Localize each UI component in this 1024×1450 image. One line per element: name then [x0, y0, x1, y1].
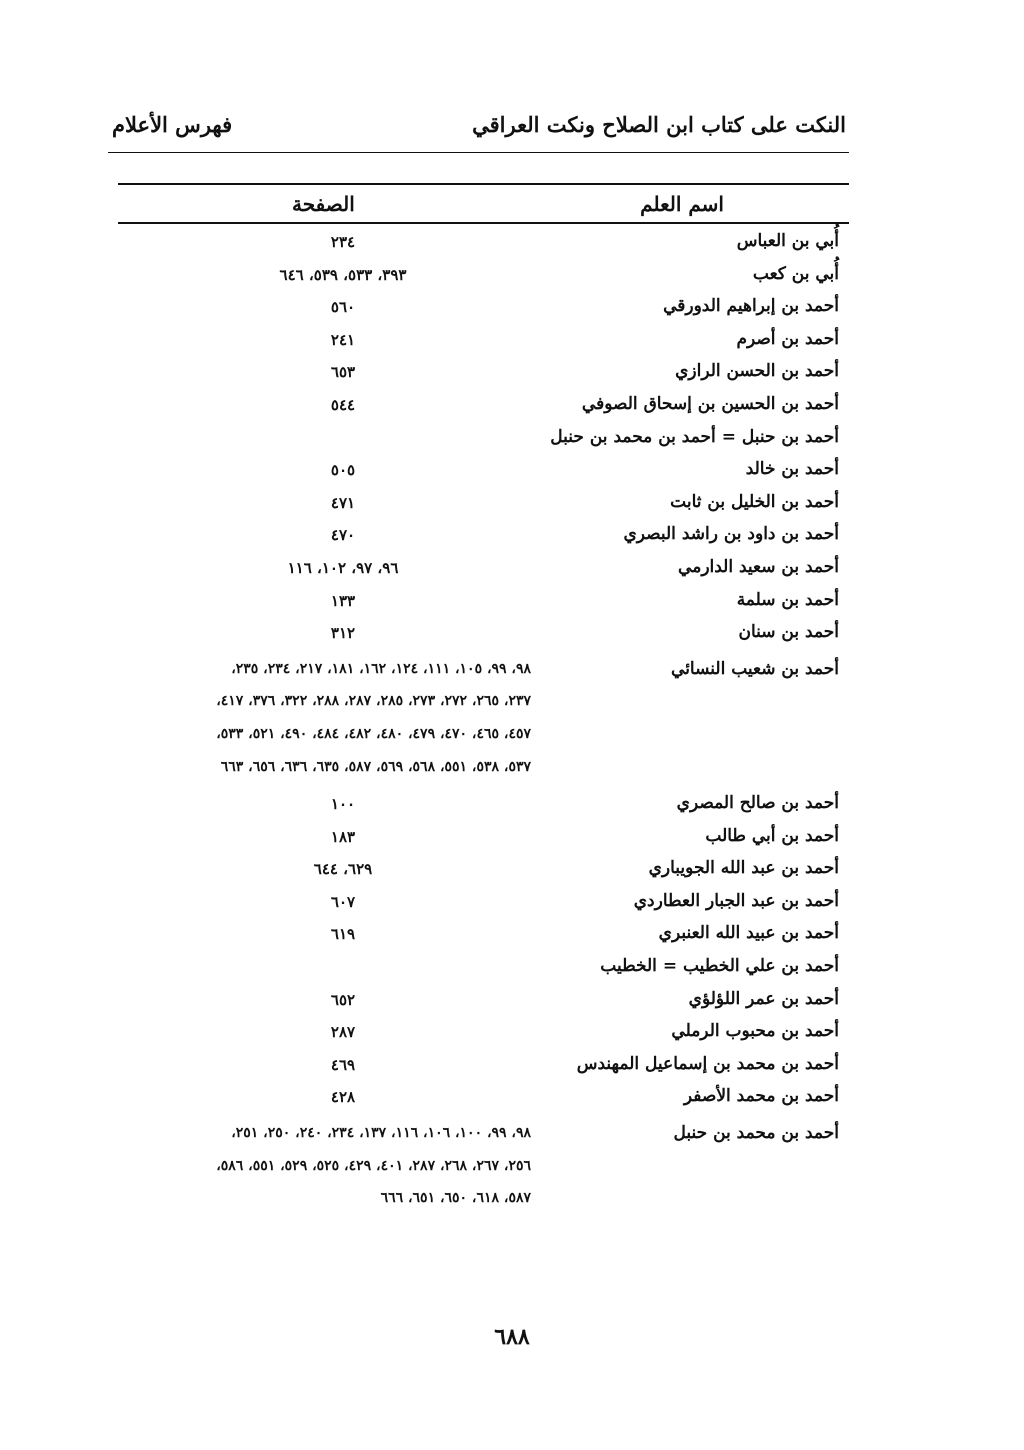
person-name: أحمد بن عبد الله الجويباري	[648, 858, 839, 879]
index-row-continuation	[108, 722, 849, 755]
header-divider	[108, 152, 849, 153]
person-name: أحمد بن عبد الجبار العطاردي	[633, 890, 839, 911]
index-row	[108, 294, 849, 327]
index-row	[108, 657, 849, 690]
person-name: أحمد بن عبيد الله العنبري	[658, 923, 839, 944]
page-refs-line: ٢٥٦، ٢٦٧، ٢٦٨، ٢٨٧، ٤٠١، ٤٢٩، ٥٢٥، ٥٢٩، ٥٥١، ٥٨٦،	[216, 1157, 531, 1174]
person-name: أحمد بن عمر اللؤلؤي	[688, 988, 839, 1009]
person-name: أحمد بن سعيد الدارمي	[678, 556, 839, 577]
index-row	[108, 620, 849, 653]
page-refs: ١٨٣	[330, 827, 356, 846]
page-refs: ٤٦٩	[330, 1055, 356, 1074]
person-name: أُبي بن كعب	[752, 263, 839, 284]
index-row	[108, 457, 849, 490]
running-header-section-title: فهرس الأعلام	[112, 112, 233, 137]
person-name: أحمد بن محمد الأصفر	[683, 1086, 839, 1107]
person-name: أحمد بن الحسن الرازي	[675, 361, 839, 382]
index-row	[108, 359, 849, 392]
page-refs: ٤٢٨	[330, 1088, 356, 1107]
page-refs: ٤٧٠	[330, 526, 356, 545]
index-row	[108, 1084, 849, 1117]
index-row	[108, 791, 849, 824]
person-name: أحمد بن حنبل = أحمد بن محمد بن حنبل	[550, 426, 839, 447]
page-number: ٦٨٨	[494, 1324, 530, 1350]
page-refs: ٣١٢	[330, 624, 356, 643]
index-row	[108, 555, 849, 588]
running-header-book-title: النكت على كتاب ابن الصلاح ونكت العراقي	[472, 112, 846, 137]
index-row	[108, 229, 849, 262]
page-refs: ٦٠٧	[330, 892, 356, 911]
page-refs: ٢٤١	[330, 330, 356, 349]
page-refs: ٢٣٤	[330, 233, 356, 251]
page-refs-line: ٩٨، ٩٩، ١٠٥، ١١١، ١٢٤، ١٦٢، ١٨١، ٢١٧، ٢٣٤، ٢٣٥،	[231, 660, 531, 677]
page-refs: ٦٥٣	[330, 363, 356, 382]
person-name: أحمد بن الحسين بن إسحاق الصوفي	[581, 393, 839, 414]
column-header-name: اسم العلم	[640, 192, 724, 216]
person-name: أحمد بن أصرم	[736, 328, 839, 349]
page-refs-line: ٥٣٧، ٥٣٨، ٥٥١، ٥٦٨، ٥٦٩، ٥٨٧، ٦٣٥، ٦٣٦، ٦٥٦، ٦٦٣	[220, 758, 531, 775]
person-name: أحمد بن خالد	[745, 459, 839, 480]
index-row	[108, 588, 849, 621]
page-refs: ٤٧١	[330, 493, 356, 512]
index-row	[108, 987, 849, 1020]
index-row	[108, 921, 849, 954]
index-row	[108, 392, 849, 425]
person-name: أحمد بن الخليل بن ثابت	[670, 491, 839, 512]
page-refs-line: ٤٥٧، ٤٦٥، ٤٧٠، ٤٧٩، ٤٨٠، ٤٨٢، ٤٨٤، ٤٩٠، ٥٢١، ٥٣٣،	[216, 725, 531, 742]
page-refs: ١٣٣	[330, 591, 356, 610]
index-row	[108, 856, 849, 889]
page-refs: ٦٢٩، ٦٤٤	[313, 860, 373, 879]
index-row	[108, 262, 849, 295]
index-row	[108, 522, 849, 555]
index-row	[108, 1121, 849, 1154]
index-row-continuation	[108, 689, 849, 722]
person-name: أحمد بن سلمة	[736, 589, 839, 610]
page-refs-line: ٩٨، ٩٩، ١٠٠، ١٠٦، ١١٦، ١٣٧، ٢٣٤، ٢٤٠، ٢٥٠، ٢٥١،	[231, 1125, 531, 1142]
index-row	[108, 824, 849, 857]
index-row	[108, 1019, 849, 1052]
page-refs: ٢٨٧	[330, 1023, 356, 1042]
person-name: أحمد بن إبراهيم الدورقي	[663, 296, 839, 317]
index-row-continuation	[108, 1154, 849, 1187]
person-name: أحمد بن محمد بن حنبل	[673, 1123, 839, 1144]
index-row-continuation	[108, 1186, 849, 1219]
index-row	[108, 425, 849, 458]
table-top-rule	[118, 183, 849, 185]
index-row	[108, 954, 849, 987]
person-name: أحمد بن شعيب النسائي	[671, 658, 839, 679]
index-row	[108, 1052, 849, 1085]
person-name: أحمد بن محمد بن إسماعيل المهندس	[576, 1053, 839, 1074]
table-header-rule	[118, 222, 849, 224]
person-name: أحمد بن محبوب الرملي	[671, 1021, 839, 1042]
page-refs: ٥٤٤	[330, 395, 356, 414]
page-refs: ٣٩٣، ٥٣٣، ٥٣٩، ٦٤٦	[279, 265, 407, 284]
person-name: أحمد بن علي الخطيب = الخطيب	[600, 956, 839, 977]
index-row-continuation	[108, 755, 849, 788]
person-name: أحمد بن داود بن راشد البصري	[623, 524, 839, 545]
person-name: أحمد بن أبي طالب	[705, 825, 839, 846]
person-name: أُبي بن العباس	[736, 231, 839, 251]
page-refs: ٦١٩	[330, 925, 356, 944]
page-refs: ٩٦، ٩٧، ١٠٢، ١١٦	[287, 558, 399, 577]
person-name: أحمد بن سنان	[738, 622, 839, 643]
page-refs: ٥٦٠	[330, 298, 356, 317]
index-row	[108, 889, 849, 922]
column-header-page: الصفحة	[292, 192, 355, 216]
index-row	[108, 490, 849, 523]
person-name: أحمد بن صالح المصري	[676, 793, 839, 814]
page-refs: ١٠٠	[330, 795, 356, 814]
page-refs: ٥٠٥	[330, 461, 356, 480]
index-row	[108, 327, 849, 360]
page-refs: ٦٥٢	[330, 990, 356, 1009]
index-table	[108, 229, 849, 1219]
page-refs-line: ٥٨٧، ٦١٨، ٦٥٠، ٦٥١، ٦٦٦	[380, 1190, 531, 1207]
page-refs-line: ٢٣٧، ٢٦٥، ٢٧٢، ٢٧٣، ٢٨٥، ٢٨٧، ٢٨٨، ٣٢٢، ٣٧٦، ٤١٧،	[216, 693, 531, 710]
